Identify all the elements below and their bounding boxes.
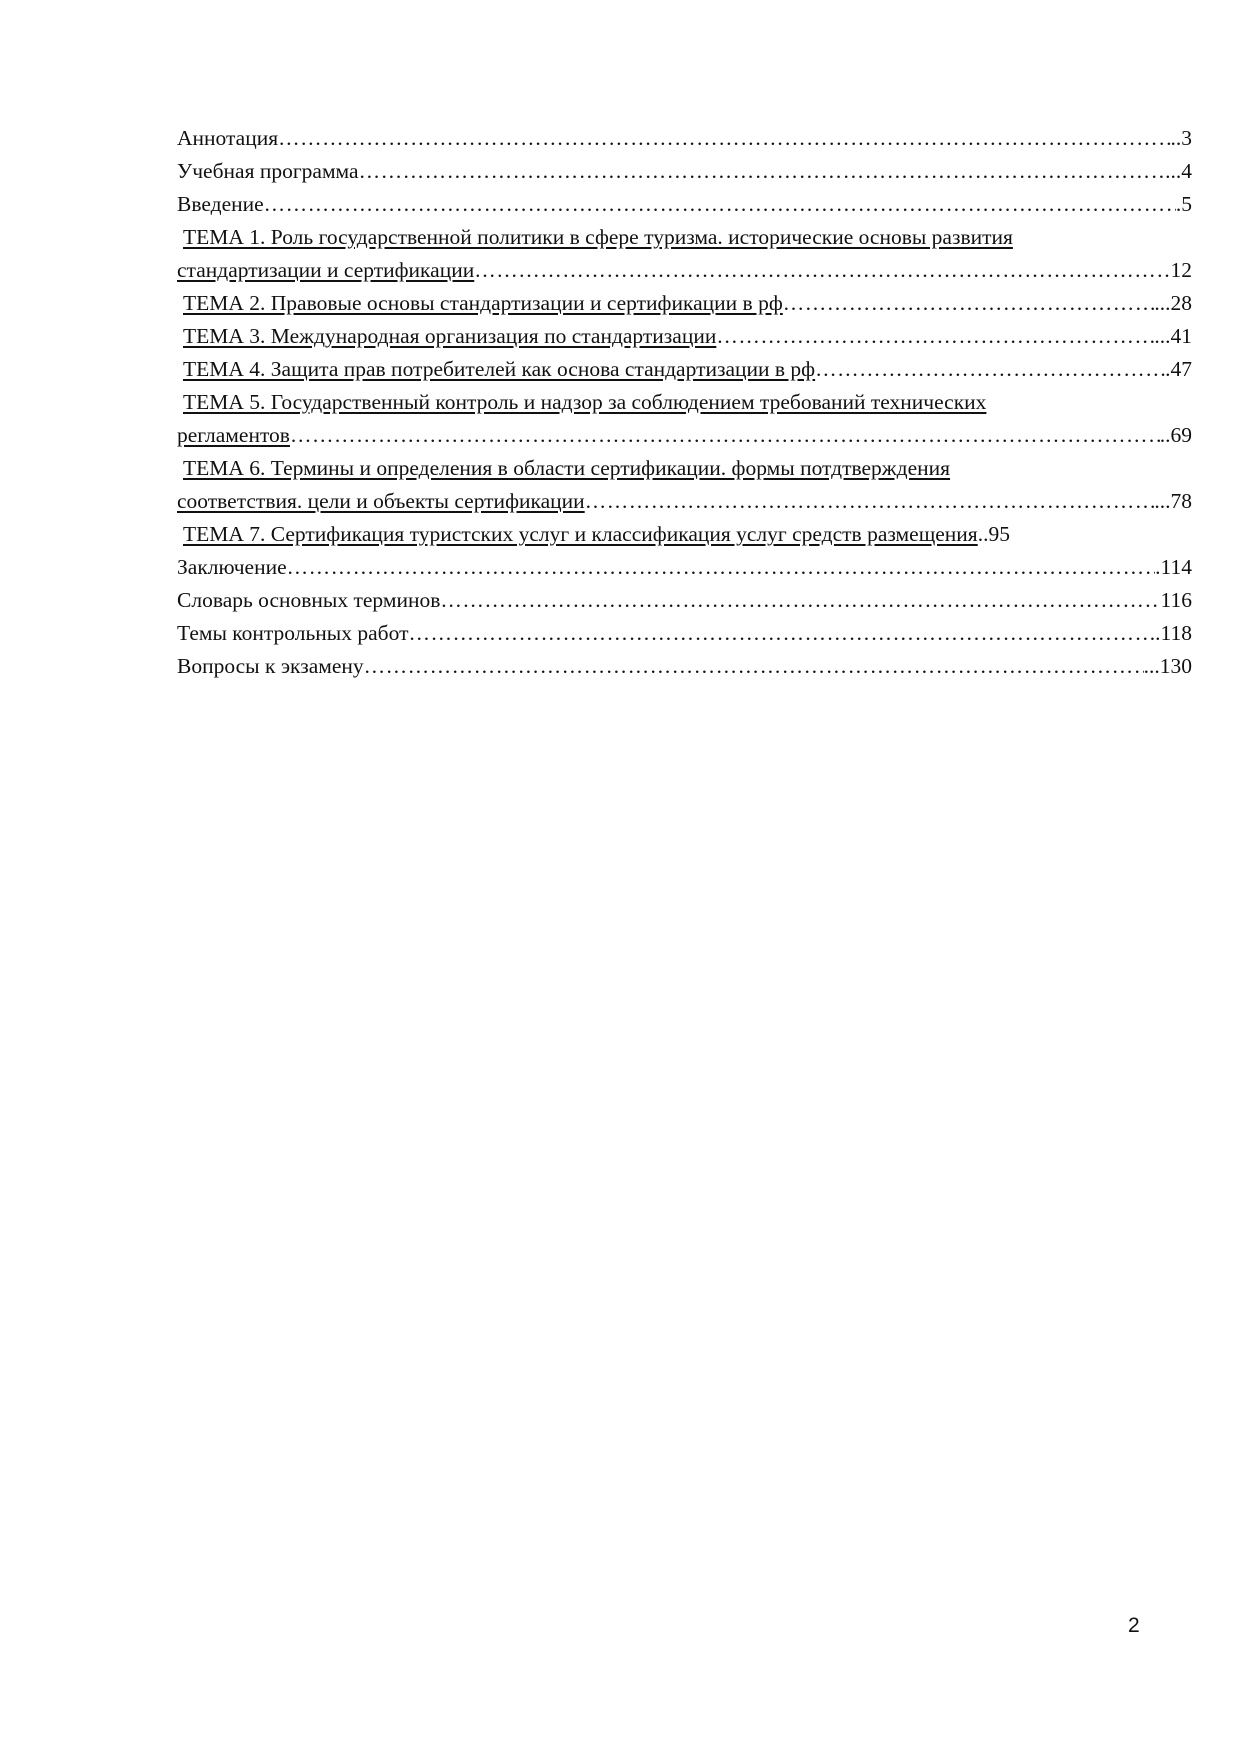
- toc-entry-exam-questions[interactable]: [177, 650, 1192, 683]
- toc-dot-leader: [290, 419, 1160, 452]
- toc-entry-page: ...130: [1143, 654, 1192, 678]
- toc-entry-topic-3[interactable]: [177, 320, 1192, 353]
- toc-entry-introduction[interactable]: [177, 188, 1192, 221]
- toc-entry-title: Учебная программа: [177, 159, 359, 183]
- toc-dot-leader: [815, 353, 1165, 386]
- toc-entry-page: .47: [1165, 357, 1192, 381]
- toc-entry-topic-5-line-2[interactable]: [177, 419, 1192, 452]
- toc-entry-page: .114: [1155, 555, 1192, 579]
- table-of-contents: [177, 122, 1192, 683]
- toc-entry-link[interactable]: ТЕМА 1. Роль государственной политики в сфере туризма. исторические основы развития: [183, 225, 1013, 249]
- toc-entry-page: ...28: [1154, 291, 1192, 315]
- toc-entry-title: Темы контрольных работ: [177, 621, 409, 645]
- toc-entry-link[interactable]: ТЕМА 7. Сертификация туристских услуг и классификация услуг средств размещения: [183, 522, 978, 546]
- toc-entry-topic-1-line-2[interactable]: [177, 254, 1192, 287]
- toc-entry-topic-2[interactable]: [177, 287, 1192, 320]
- toc-entry-link[interactable]: ТЕМА 3. Международная организация по стандартизации: [183, 324, 717, 348]
- toc-entry-link[interactable]: ТЕМА 2. Правовые основы стандартизации и сертификации в рф: [183, 291, 783, 315]
- toc-dot-leader: [716, 320, 1154, 353]
- toc-dot-leader: [278, 122, 1170, 155]
- toc-dot-leader: [264, 188, 1176, 221]
- toc-entry-page: ...4: [1165, 159, 1192, 183]
- toc-entry-page: ..3: [1170, 126, 1192, 150]
- toc-entry-page: .5: [1175, 192, 1192, 216]
- toc-entry-page: ..118: [1149, 621, 1192, 645]
- toc-entry-title: Введение: [177, 192, 264, 216]
- toc-dot-leader: [359, 155, 1166, 188]
- toc-entry-link[interactable]: соответствия. цели и объекты сертификации: [177, 489, 585, 513]
- toc-entry-link[interactable]: ТЕМА 5. Государственный контроль и надзор за соблюдением требований технических: [183, 390, 987, 414]
- toc-dot-leader: [783, 287, 1155, 320]
- toc-entry-title: Аннотация: [177, 126, 279, 150]
- toc-dot-leader: [287, 551, 1156, 584]
- toc-entry-title: Заключение: [177, 555, 287, 579]
- toc-dot-leader: [474, 254, 1170, 287]
- toc-dot-leader: [440, 584, 1160, 617]
- toc-entry-link[interactable]: стандартизации и сертификации: [177, 258, 475, 282]
- toc-entry-page: ...78: [1154, 489, 1192, 513]
- toc-entry-annotation[interactable]: [177, 122, 1192, 155]
- toc-entry-topic-1-line-1[interactable]: [177, 221, 1192, 254]
- toc-entry-assignments[interactable]: [177, 617, 1192, 650]
- toc-entry-page: ..69: [1159, 423, 1192, 447]
- toc-entry-topic-6-line-2[interactable]: [177, 485, 1192, 518]
- toc-entry-topic-7[interactable]: [177, 518, 1192, 551]
- toc-entry-conclusion[interactable]: [177, 551, 1192, 584]
- toc-entry-topic-5-line-1[interactable]: [177, 386, 1192, 419]
- toc-entry-link[interactable]: регламентов: [177, 423, 290, 447]
- toc-entry-link[interactable]: ТЕМА 6. Термины и определения в области сертификации. формы потдтверждения: [183, 456, 951, 480]
- page-number: 2: [1128, 1614, 1140, 1637]
- toc-dot-leader: [585, 485, 1155, 518]
- toc-entry-title: Вопросы к экзамену: [177, 654, 364, 678]
- toc-entry-title: Словарь основных терминов: [177, 588, 441, 612]
- toc-entry-page: ..95: [977, 522, 1010, 546]
- toc-entry-page: 116: [1160, 588, 1192, 612]
- toc-dot-leader: [408, 617, 1149, 650]
- toc-entry-glossary[interactable]: [177, 584, 1192, 617]
- toc-dot-leader: [364, 650, 1144, 683]
- toc-entry-link[interactable]: ТЕМА 4. Защита прав потребителей как основа стандартизации в рф: [183, 357, 816, 381]
- toc-entry-page: ...41: [1154, 324, 1192, 348]
- toc-entry-page: 12: [1170, 258, 1192, 282]
- toc-entry-topic-4[interactable]: [177, 353, 1192, 386]
- toc-entry-curriculum[interactable]: [177, 155, 1192, 188]
- toc-entry-topic-6-line-1[interactable]: [177, 452, 1192, 485]
